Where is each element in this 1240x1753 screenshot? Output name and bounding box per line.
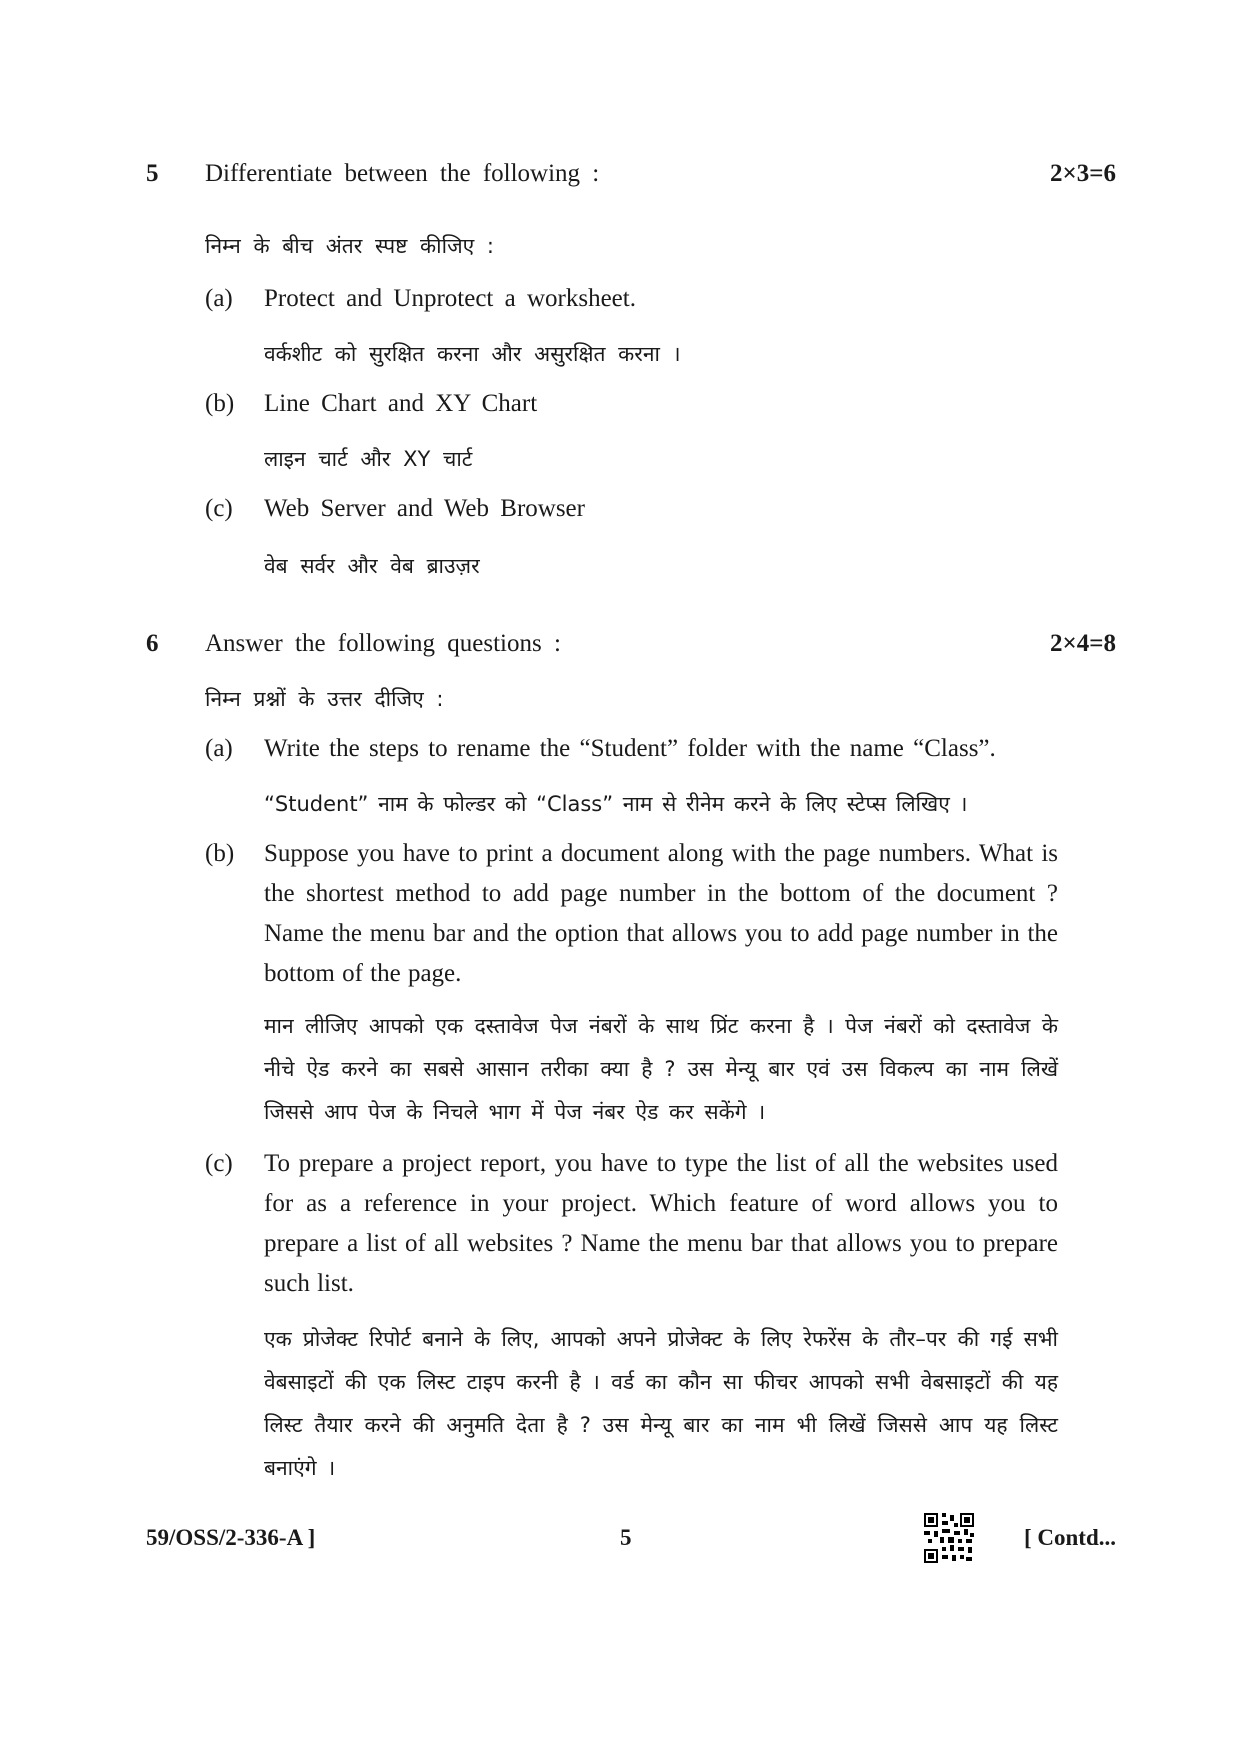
question-6-text-hindi: निम्न प्रश्नों के उत्तर दीजिए : [205,687,444,711]
q6-part-b-text-hindi: मान लीजिए आपको एक दस्तावेज पेज नंबरों के साथ प्रिंट करना है । पेज नंबरों को दस्तावेज के नीचे ऐड करने का सबसे आसान तरीका क्या है ? उस मेन्यू बार एवं उस विकल्प का नाम लिखें जिससे आप पेज के निचले भाग में पेज नंबर ऐड कर सकेंगे । [264,1014,1058,1124]
question-6-text: Answer the following questions : [205,630,561,657]
q6-part-b-text: Suppose you have to print a document along with the page numbers. What is the shortest method to add page number in the bottom of the document ? Name the menu bar and the option that allows you to add page number in the bottom of the page. [264,840,1058,987]
q5-part-a-text: Protect and Unprotect a worksheet. [264,285,636,312]
q5-part-b-text-hindi: लाइन चार्ट और XY चार्ट [264,447,473,471]
question-5-marks: 2×3=6 [1050,160,1116,187]
q5-part-c-label: (c) [205,495,233,522]
q6-part-b-label: (b) [205,840,235,867]
q6-part-c-text-hindi: एक प्रोजेक्ट रिपोर्ट बनाने के लिए, आपको अपने प्रोजेक्ट के लिए रेफरेंस के तौर–पर की गई सभी वेबसाइटों की एक लिस्ट टाइप करनी है । वर्ड का कौन सा फीचर आपको सभी वेबसाइटों की यह लिस्ट तैयार करने की अनुमति देता है ? उस मेन्यू बार का नाम भी लिखें जिससे आप यह लिस्ट बनाएंगे । [264,1327,1058,1480]
question-6-number: 6 [146,630,159,657]
page-number: 5 [620,1525,632,1550]
q5-part-b-text: Line Chart and XY Chart [264,390,538,417]
q6-part-c-label: (c) [205,1150,233,1177]
q5-part-c-text-hindi: वेब सर्वर और वेब ब्राउज़र [264,554,480,578]
q5-part-c-text: Web Server and Web Browser [264,495,585,522]
q5-part-a-text-hindi: वर्कशीट को सुरक्षित करना और असुरक्षित करना । [264,342,681,366]
q6-part-a-text: Write the steps to rename the “Student” folder with the name “Class”. [264,735,996,762]
question-6-marks: 2×4=8 [1050,630,1116,657]
q5-part-a-label: (a) [205,285,233,312]
question-5-text-hindi: निम्न के बीच अंतर स्पष्ट कीजिए : [205,234,495,258]
paper-code: 59/OSS/2-336-A ] [146,1525,316,1550]
question-5-number: 5 [146,160,159,187]
q6-part-a-text-hindi: “Student” नाम के फोल्डर को “Class” नाम से रीनेम करने के लिए स्टेप्स लिखिए । [264,792,968,816]
q6-part-a-label: (a) [205,735,233,762]
question-5-text: Differentiate between the following : [205,160,600,187]
q6-part-c-text: To prepare a project report, you have to type the list of all the websites used for as a reference in your project. Which feature of word allows you to prepare a list of all websites ? Name the menu bar that allows you to prepare such list. [264,1150,1058,1297]
continued-label: [ Contd... [1023,1525,1116,1550]
q5-part-b-label: (b) [205,390,235,417]
qr-code-icon [924,1513,974,1563]
